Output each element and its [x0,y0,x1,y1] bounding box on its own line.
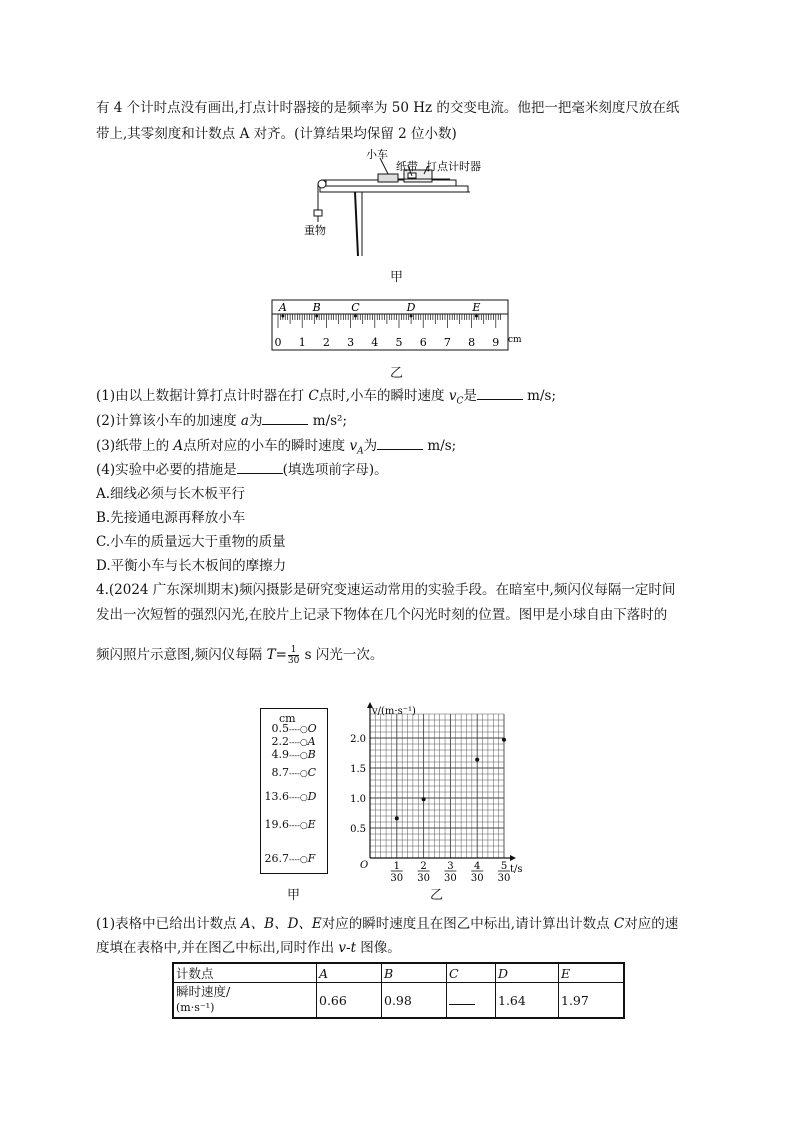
strobe-point-label: D [307,790,317,803]
strobe-value: 8.7 [271,766,289,779]
q3-part1: (1)由以上数据计算打点计时器在打 C点时,小车的瞬时速度 $v_C$是 m/s; [96,388,557,407]
apparatus-figure [300,148,500,258]
ruler-tick-label: 4 [371,336,379,349]
ruler-unit: cm [508,335,522,345]
table-header-cell: D [496,963,559,983]
caption-yi-1: 乙 [390,366,404,381]
vt-chart [338,700,528,882]
ruler-tick-label: 0 [274,336,282,349]
table-cell: 0.66 [317,983,382,1019]
option-d: D.平衡小车与长木板间的摩擦力 [96,558,287,574]
x-tick-denominator: 30 [390,873,404,882]
strobe-photo [260,708,328,874]
data-point [422,797,426,801]
answer-blank[interactable] [477,387,523,400]
strobe-row [263,853,315,866]
strobe-ball-icon: ○ [299,821,308,831]
strobe-value: 2.2 [271,735,289,748]
intro-line-1: 有 4 个计时点没有画出,打点计时器接的是频率为 50 Hz 的交变电流。他把一把毫米刻度尺放在纸 [96,100,680,116]
strobe-point-label: B [307,748,316,761]
strobe-value: 26.7 [264,852,289,865]
table-cell: 0.98 [382,983,447,1019]
strobe-value: 0.5 [271,722,289,735]
velocity-table [172,962,625,1019]
strobe-ball-icon: ○ [299,738,308,748]
table-header-row [173,963,624,983]
strobe-dashes: ---- [289,738,300,747]
table-row-label: 瞬时速度/ (m·s⁻¹) [173,983,317,1019]
strobe-point-label: F [307,852,316,865]
ruler-tick-label: 7 [443,336,451,349]
y-tick-label: 0.5 [350,824,366,835]
table-cell: 1.64 [496,983,559,1019]
ruler-tick-label: 5 [395,336,403,349]
x-tick-denominator: 30 [444,873,457,882]
q3-part3: (3)纸带上的 A点所对应的小车的瞬时速度 $v_A$为 m/s; [96,438,457,457]
fraction: $\frac{1}{30}$ [287,645,300,666]
q4-line-2: 发出一次短暂的强烈闪光,在胶片上记录下物体在几个闪光时刻的位置。图甲是小球自由下落时的 [96,607,668,623]
strobe-ball-icon: ○ [299,793,308,803]
pulley [318,180,326,188]
x-tick-numerator: 3 [447,861,454,872]
strobe-ball-icon: ○ [299,855,308,865]
strobe-ball-icon: ○ [299,769,308,779]
strobe-unit: cm [279,712,296,725]
strobe-point-label: O [307,722,317,735]
ruler-point-dot [475,315,478,318]
table-header-cell: 计数点 [173,963,317,983]
x-tick-denominator: 30 [470,873,484,882]
strobe-dashes: ---- [289,769,300,778]
ruler-point-label: C [351,301,360,314]
x-tick-denominator: 30 [497,873,511,882]
ruler-point-label: D [406,301,416,314]
strobe-dashes: ---- [289,855,300,864]
strobe-dashes: ---- [289,793,300,802]
car [378,174,398,182]
x-tick-numerator: 2 [420,861,427,872]
option-b: B.先接通电源再释放小车 [96,510,246,526]
answer-blank[interactable] [237,461,283,474]
data-point [502,738,506,742]
table-leg [355,192,358,256]
q3-part2: (2)计算该小车的加速度 a为 m/s²; [96,413,348,429]
strobe-point-label: C [307,766,317,779]
ruler-point-dot [410,315,413,318]
ruler-point-label: B [312,301,321,314]
origin-label: O [360,860,369,871]
x-tick-numerator: 4 [474,861,481,872]
label-car: 小车 [366,148,388,161]
ruler-point-label: A [278,301,287,314]
label-weight: 重物 [304,224,326,237]
answer-blank[interactable] [262,412,308,425]
y-tick-label: 1.5 [350,764,366,775]
y-tick-label: 1.0 [350,794,366,805]
q4-line-3: 频闪照片示意图,频闪仪每隔 T= $\frac{1}{30}$ s 闪光一次。 [96,645,384,666]
ruler-point-label: E [472,301,481,314]
data-point [395,816,399,820]
intro-line-2: 带上,其零刻度和计数点 A 对齐。(计算结果均保留 2 位小数) [96,126,457,142]
weight [314,210,322,216]
caption-yi-2: 乙 [430,888,444,903]
ruler-figure [268,296,528,358]
option-a: A.细线必须与长木板平行 [96,486,246,502]
strobe-row [263,819,316,832]
y-tick-label: 2.0 [350,734,366,745]
label-timer: 打点计时器 [426,160,481,173]
y-axis-label: v/(m·s⁻¹) [372,706,416,717]
strobe-point-label: E [307,818,316,831]
table-header-cell: C [447,963,496,983]
table-cell-blank[interactable] [447,983,496,1019]
ruler-point-dot [315,315,318,318]
x-tick-numerator: 5 [500,861,508,872]
strobe-point-label: A [307,735,316,748]
data-point [475,758,479,762]
x-tick-numerator: 1 [393,861,400,872]
x-axis-label: t/s [510,864,523,875]
answer-blank[interactable] [377,437,423,450]
ruler-tick-label: 1 [298,336,306,349]
strobe-row [263,767,316,780]
x-axis-arrow [510,855,516,861]
caption-jia-2: 甲 [287,888,301,903]
strobe-row [263,791,317,804]
strobe-ball-icon: ○ [299,751,308,761]
strobe-ball-icon: ○ [299,725,308,735]
caption-jia-1: 甲 [390,270,404,285]
strobe-row [263,749,316,762]
ruler-tick-label: 6 [419,336,427,349]
table-header-cell: A [317,963,382,983]
q4-sub-line-1: (1)表格中已给出计数点 A、B、D、E对应的瞬时速度且在图乙中标出,请计算出计数点 C对应的速 [96,916,679,932]
table-header-cell: E [559,963,625,983]
ruler-tick-label: 2 [322,336,330,349]
strobe-dashes: ---- [289,725,300,734]
option-c: C.小车的质量远大于重物的质量 [96,534,286,550]
x-tick-denominator: 30 [417,873,430,882]
ruler-point-dot [354,315,357,318]
table-top [320,186,468,192]
table-row [173,983,624,1019]
q4-line-1: 4.(2024 广东深圳期末)频闪摄影是研究变速运动常用的实验手段。在暗室中,频闪仪每隔一定时间 [96,582,676,598]
ruler-tick-label: 3 [347,336,355,349]
table-cell: 1.97 [559,983,625,1019]
strobe-value: 13.6 [264,790,289,803]
ruler-tick-label: 9 [492,336,500,349]
strobe-dashes: ---- [289,751,300,760]
table-header-cell: B [382,963,447,983]
strobe-dashes: ---- [289,821,300,830]
ruler-tick-label: 8 [468,336,476,349]
q3-part4: (4)实验中必要的措施是 (填选项前字母)。 [96,462,388,478]
q4-sub-line-2: 度填在表格中,并在图乙中标出,同时作出 v-t 图像。 [96,940,401,956]
strobe-value: 4.9 [271,748,289,761]
strobe-value: 19.6 [264,818,289,831]
ruler-point-dot [281,315,284,318]
label-tape: 纸带 [396,160,418,173]
